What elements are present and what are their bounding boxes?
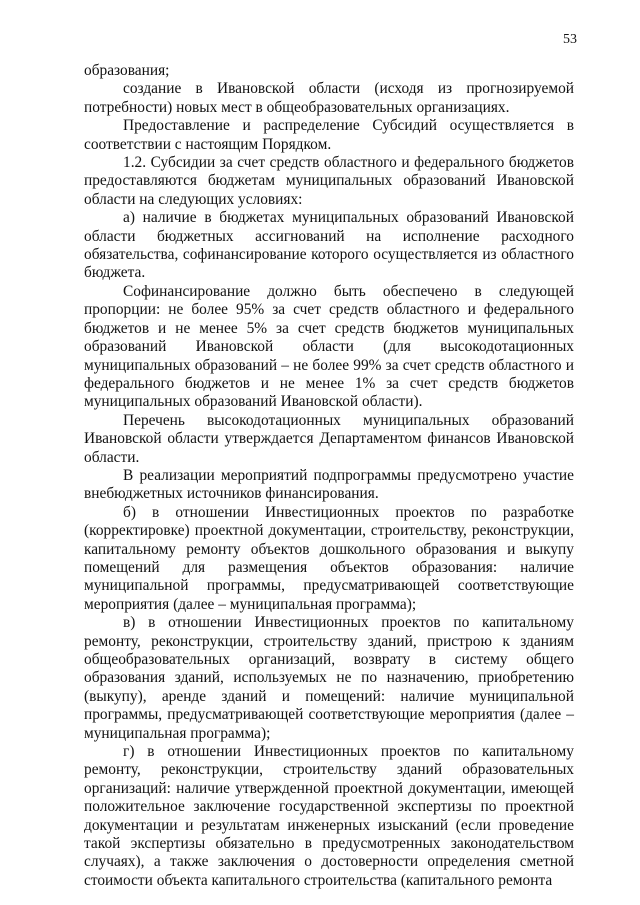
paragraph-10: в) в отношении Инвестиционных проектов по капитальному ремонту, реконструкции, строительству зданий, пристрою к зданиям общеобразовательных организаций, возврату в систему общего образования зданий, используемых не по назначению, приобретению (выкупу), аренде зданий и помещений: наличие муниципальной программы, предусматривающей соответствующие мероприятия (далее – муниципальная программа); <box>84 614 574 742</box>
paragraph-9: б) в отношении Инвестиционных проектов по разработке (корректировке) проектной документации, строительству, реконструкции, капитальному ремонту объектов дошкольного образования и выкупу помещений для размещения объектов образования: наличие муниципальной программы, предусматривающей соответствующие мероприятия (далее – муниципальная программа); <box>84 503 574 613</box>
document-body <box>84 62 574 890</box>
paragraph-1: образования; <box>84 62 170 79</box>
paragraph-3: Предоставление и распределение Субсидий осуществляется в соответствии с настоящим Порядком. <box>84 117 574 153</box>
paragraph-2: создание в Ивановской области (исходя из прогнозируемой потребности) новых мест в общеобразовательных организациях. <box>84 80 574 116</box>
paragraph-4: 1.2. Субсидии за счет средств областного и федерального бюджетов предоставляются бюджетам муниципальных образований Ивановской области на следующих условиях: <box>84 154 574 208</box>
paragraph-7: Перечень высокодотационных муниципальных образований Ивановской области утверждается Департаментом финансов Ивановской области. <box>84 411 574 466</box>
paragraph-5: а) наличие в бюджетах муниципальных образований Ивановской области бюджетных ассигнований на исполнение расходного обязательства, софинансирование которого осуществляется из областного бюджета. <box>84 209 574 282</box>
page-number: 53 <box>563 32 577 47</box>
paragraph-11: г) в отношении Инвестиционных проектов по капитальному ремонту, реконструкции, строительству зданий образовательных организаций: наличие утвержденной проектной документации, имеющей положительное заключение государственной экспертизы по проектной документации и результатам инженерных изысканий (если проведение такой экспертизы обязательно в предусмотренных законодательством случаях), а также заключения о достоверности определения сметной стоимости объекта капитального строительства (капитального ремонта <box>84 743 574 889</box>
paragraph-8: В реализации мероприятий подпрограммы предусмотрено участие внебюджетных источников финансирования. <box>84 466 574 503</box>
paragraph-6: Софинансирование должно быть обеспечено в следующей пропорции: не более 95% за счет средств областного и федерального бюджетов и не менее 5% за счет средств бюджетов муниципальных образований Ивановской области (для высокодотационных муниципальных образований – не более 99% за счет средств областного и федерального бюджетов и не менее 1% за счет средств бюджетов муниципальных образований Ивановской области). <box>84 282 574 411</box>
